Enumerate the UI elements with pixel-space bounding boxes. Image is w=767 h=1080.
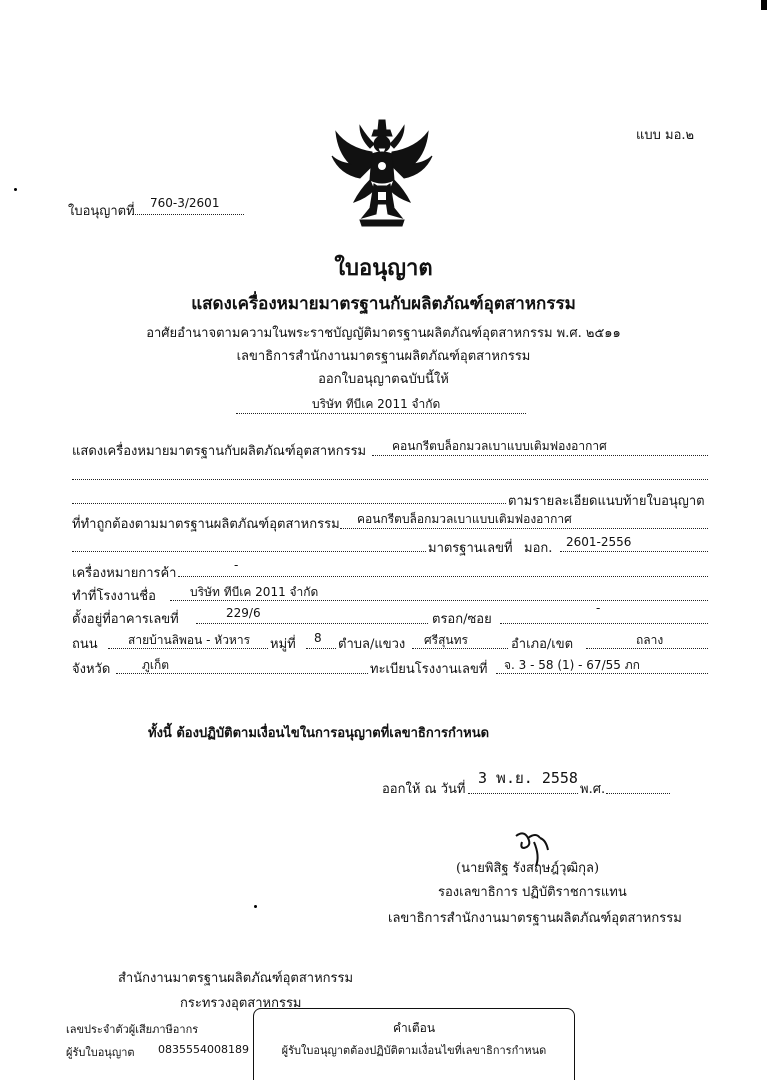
- conform-product-value: คอนกรีตบล็อกมวลเบาแบบเติมฟองอากาศ: [357, 512, 572, 526]
- moo-label: หมู่ที่: [270, 637, 296, 652]
- license-no-value: 760-3/2601: [150, 196, 220, 210]
- issue-era: พ.ศ.: [580, 782, 606, 797]
- signatory-name: (นายพิสิฐ รังสฤษฎ์วุฒิกุล): [456, 861, 600, 876]
- signatory-position-2: เลขาธิการสำนักงานมาตรฐานผลิตภัณฑ์อุตสาหกรรม: [388, 911, 682, 926]
- road-label: ถนน: [72, 637, 98, 652]
- moo-line: [306, 648, 336, 649]
- subdistrict-label: ตำบล/แขวง: [338, 637, 406, 652]
- standard-label: มาตรฐานเลขที่: [428, 541, 513, 556]
- company-name: บริษัท ทีบีเค 2011 จำกัด: [312, 397, 441, 411]
- district-label: อำเภอ/เขต: [511, 637, 574, 652]
- standard-prefix: มอก.: [524, 541, 553, 556]
- condition-text: ทั้งนี้ ต้องปฏิบัติตามเงื่อนไขในการอนุญาตที่เลขาธิการกำหนด: [148, 726, 490, 741]
- soi-line: [500, 623, 708, 624]
- page-subtitle: แสดงเครื่องหมายมาตรฐานกับผลิตภัณฑ์อุตสาหกรรม: [191, 294, 576, 314]
- warning-box: [253, 1008, 575, 1080]
- tax-id-label-2: ผู้รับใบอนุญาต: [66, 1046, 135, 1059]
- address-no-value: 229/6: [226, 606, 261, 620]
- garuda-emblem: [330, 118, 434, 228]
- form-code: แบบ มอ.๒: [636, 128, 695, 143]
- moo-value: 8: [314, 631, 322, 645]
- address-line: [196, 623, 428, 624]
- warning-title: คำเตือน: [392, 1021, 436, 1035]
- issue-era-line: [606, 793, 670, 794]
- road-value: สายบ้านลิพอน - หัวหาร: [128, 633, 251, 647]
- district-value: ถลาง: [636, 633, 664, 647]
- factory-label: ทำที่โรงงานชื่อ: [72, 589, 156, 604]
- address-label: ตั้งอยู่ที่อาคารเลขที่: [72, 612, 179, 627]
- scan-speck: [14, 188, 17, 191]
- issue-date-value: 3 พ.ย. 2558: [478, 769, 578, 787]
- warning-text: ผู้รับใบอนุญาตต้องปฏิบัติตามเงื่อนไขที่เลขาธิการกำหนด: [281, 1044, 547, 1057]
- scan-edge-mark: [761, 0, 767, 10]
- license-no-line: [132, 214, 244, 215]
- trademark-value: -: [234, 558, 239, 572]
- soi-label: ตรอก/ซอย: [432, 612, 492, 627]
- blank-line-3: [72, 551, 426, 552]
- subdistrict-value: ศรีสุนทร: [424, 633, 468, 647]
- province-label: จังหวัด: [72, 662, 111, 677]
- standard-no-value: 2601-2556: [566, 535, 632, 549]
- tax-id-value: 0835554008189: [158, 1043, 249, 1056]
- blank-line-2: [72, 503, 506, 504]
- province-value: ภูเก็ต: [142, 658, 170, 672]
- signatory-position-1: รองเลขาธิการ ปฏิบัติราชการแทน: [438, 885, 627, 900]
- details-note: ตามรายละเอียดแนบท้ายใบอนุญาต: [508, 494, 705, 509]
- authority-line-3: ออกใบอนุญาตฉบับนี้ให้: [318, 372, 449, 387]
- authority-line-2: เลขาธิการสำนักงานมาตรฐานผลิตภัณฑ์อุตสาหกรรม: [236, 349, 531, 364]
- standard-line: [560, 551, 708, 552]
- license-no-label: ใบอนุญาตที่: [68, 204, 135, 219]
- authority-line-1: อาศัยอำนาจตามความในพระราชบัญญัติมาตรฐานผลิตภัณฑ์อุตสาหกรรม พ.ศ. ๒๕๑๑: [146, 326, 621, 341]
- factory-name-value: บริษัท ทีบีเค 2011 จำกัด: [190, 585, 319, 599]
- trademark-label: เครื่องหมายการค้า: [72, 566, 177, 581]
- conform-label: ที่ทำถูกต้องตามมาตรฐานผลิตภัณฑ์อุตสาหกรรม: [72, 517, 340, 532]
- blank-line-1: [72, 479, 708, 480]
- office-line-1: สำนักงานมาตรฐานผลิตภัณฑ์อุตสาหกรรม: [118, 971, 354, 986]
- factory-reg-value: จ. 3 - 58 (1) - 67/55 ภก: [504, 658, 640, 672]
- mark-label: แสดงเครื่องหมายมาตรฐานกับผลิตภัณฑ์อุตสาหกรรม: [72, 444, 367, 459]
- office-line-2: กระทรวงอุตสาหกรรม: [180, 996, 302, 1011]
- trademark-line: [178, 576, 708, 577]
- product-value: คอนกรีตบล็อกมวลเบาแบบเติมฟองอากาศ: [392, 439, 607, 453]
- issue-label: ออกให้ ณ วันที่: [382, 782, 466, 797]
- tax-id-label-1: เลขประจำตัวผู้เสียภาษีอากร: [66, 1023, 199, 1036]
- soi-value: -: [596, 601, 601, 615]
- scan-speck-2: [254, 905, 257, 908]
- issue-date-line: [468, 793, 578, 794]
- page-title: ใบอนุญาต: [334, 255, 433, 281]
- factory-reg-label: ทะเบียนโรงงานเลขที่: [370, 662, 488, 677]
